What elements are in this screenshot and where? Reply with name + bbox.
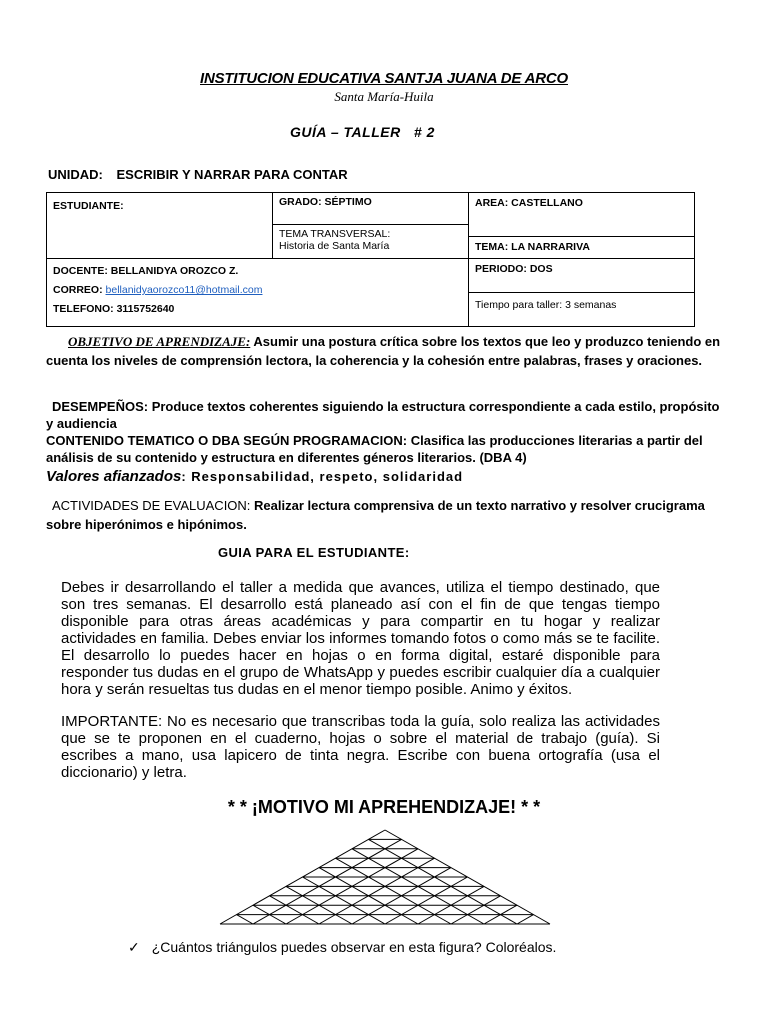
student-cell: [47, 193, 273, 259]
email-line: [53, 281, 462, 300]
topic-box: [469, 237, 694, 257]
time-box: [469, 293, 694, 317]
performance-text: Produce textos coherentes siguiendo la estructura correspondiente a cada estilo, propósito y audiencia: [46, 399, 720, 431]
important-paragraph: IMPORTANTE: No es necesario que transcribas toda la guía, solo realiza las actividades que se te proponen en el cuaderno, hojas o sobre el material de trabajo (guía). Si escribes a mano, usa lapicero de tinta negra. Escribe con buena ortografía (usa el diccionario) y letra.: [61, 713, 660, 781]
phone-label: TELEFONO: 3115752640: [53, 303, 175, 315]
theme-cell: [273, 225, 469, 259]
question-text: ¿Cuántos triángulos puedes observar en esta figura? Coloréalos.: [151, 939, 557, 955]
period-label: PERIODO: DOS: [475, 263, 553, 275]
activities-paragraph: [46, 496, 726, 534]
activities-text: Realizar lectura comprensiva de un texto narrativo y resolver crucigrama sobre hiperónimos e hipónimos.: [46, 498, 705, 532]
theme-value: Historia de Santa María: [279, 240, 390, 252]
student-guide-title: GUIA PARA EL ESTUDIANTE:: [218, 545, 410, 560]
motivo-suffix: * *: [516, 797, 541, 817]
performance-label: DESEMPEÑOS:: [52, 399, 149, 414]
triangle-diagonal-line: [253, 839, 402, 924]
grade-cell: [273, 193, 469, 225]
teacher-cell: [47, 259, 469, 327]
grade-label: GRADO: SÉPTIMO: [279, 196, 372, 208]
triangle-grid-figure: [215, 827, 555, 927]
motivo-text: ¡MOTIVO MI APREHENDIZAJE!: [251, 797, 517, 817]
town-name: Santa María-Huila: [334, 89, 434, 104]
email-link[interactable]: bellanidyaorozco11@hotmail.com: [105, 284, 263, 296]
objective-paragraph: [46, 332, 726, 370]
content-text: Clasifica las producciones literarias a partir del análisis de su contenido y estructura en diferentes géneros literarios. (DBA 4): [46, 433, 703, 465]
values-paragraph: [46, 467, 726, 486]
period-time-cell: [469, 259, 695, 327]
unit-label: UNIDAD:: [48, 167, 103, 182]
content-paragraph: [46, 432, 726, 466]
triangle-diagonal-line: [237, 915, 254, 924]
period-box: [469, 259, 694, 293]
values-text: : Responsabilidad, respeto, solidaridad: [181, 469, 464, 484]
school-name: INSTITUCION EDUCATIVA SANTJA JUANA DE ARCO: [200, 70, 568, 87]
objective-text: Asumir una postura crítica sobre los textos que leo y produzco teniendo en cuenta los niveles de comprensión lectora, la coherencia y la cohesión entre palabras, frases y oraciones.: [46, 334, 721, 368]
question-line: [128, 939, 556, 956]
performance-paragraph: [46, 398, 726, 432]
topic-label: TEMA: LA NARRARIVA: [475, 241, 590, 253]
motivo-heading: [0, 797, 768, 818]
triangle-diagonal-line: [369, 839, 518, 924]
guide-paragraph: Debes ir desarrollando el taller a medida que avances, utiliza el tiempo destinado, que son tres semanas. El desarrollo está planeado así con el fin de que tengas tiempo disponible para otras áreas académicas y para compartir en tu hogar y realizar actividades en familia. Debes enviar los informes tomando fotos o como más se te facilite. El desarrollo lo puedes hacer en hojas o en forma digital, estaré disponible para responder tus dudas en el grupo de WhatsApp y puedes escribir cualquier día a cualquier hora y serán resueltas tus dudas en el menor tiempo posible. Animo y éxitos.: [61, 579, 660, 698]
area-box: [469, 193, 694, 237]
area-topic-cell: [469, 193, 695, 259]
theme-label: TEMA TRANSVERSAL:: [279, 228, 391, 240]
guide-title: GUÍA – TALLER # 2: [290, 124, 435, 140]
checkmark-icon: ✓: [128, 939, 140, 955]
unit-value: ESCRIBIR Y NARRAR PARA CONTAR: [116, 167, 348, 182]
values-label: Valores afianzados: [46, 468, 182, 485]
email-label: CORREO:: [53, 284, 103, 296]
objective-label: OBJETIVO DE APRENDIZAJE:: [68, 334, 251, 349]
unit-line: [48, 167, 358, 182]
area-label: AREA: CASTELLANO: [475, 197, 583, 209]
student-label: ESTUDIANTE:: [53, 200, 124, 212]
motivo-prefix: * *: [227, 797, 252, 817]
content-label: CONTENIDO TEMATICO O DBA SEGÚN PROGRAMACION:: [46, 433, 408, 448]
teacher-label: DOCENTE: BELLANIDYA OROZCO Z.: [53, 265, 239, 277]
activities-label: ACTIVIDADES DE EVALUACION:: [52, 498, 251, 513]
time-label: Tiempo para taller: 3 semanas: [475, 299, 617, 311]
info-table: [46, 192, 695, 327]
triangle-diagonal-line: [303, 877, 386, 924]
triangle-diagonal-line: [385, 877, 468, 924]
triangle-diagonal-line: [517, 915, 534, 924]
